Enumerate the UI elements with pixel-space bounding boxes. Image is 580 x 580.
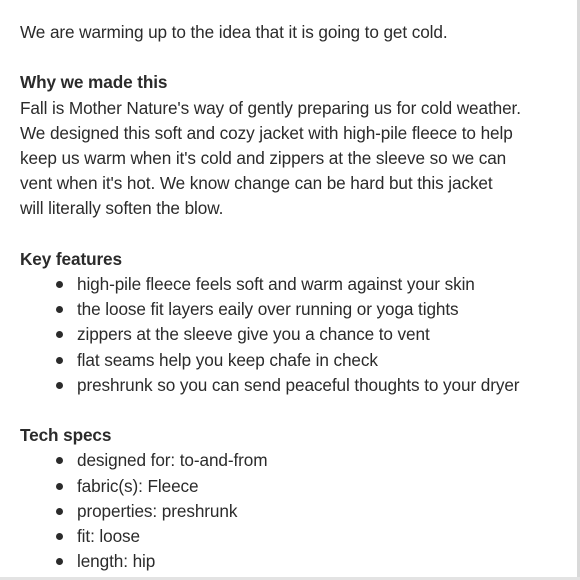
tech-specs-list	[20, 448, 565, 574]
bullet-icon	[56, 558, 63, 565]
list-item-text: flat seams help you keep chafe in check	[77, 349, 378, 370]
list-item	[20, 348, 565, 373]
bullet-icon	[56, 331, 63, 338]
bullet-icon	[56, 508, 63, 515]
key-features-list	[20, 272, 565, 398]
list-item	[20, 499, 565, 524]
bullet-icon	[56, 281, 63, 288]
list-item-text: preshrunk so you can send peaceful thoughts to your dryer	[77, 374, 520, 395]
why-line: Fall is Mother Nature's way of gently preparing us for cold weather.	[20, 97, 521, 118]
tech-specs-heading: Tech specs	[20, 425, 112, 446]
intro-text: We are warming up to the idea that it is going to get cold.	[20, 22, 448, 42]
list-item	[20, 448, 565, 473]
key-features-heading: Key features	[20, 248, 122, 269]
bullet-icon	[56, 306, 63, 313]
list-item-text: zippers at the sleeve give you a chance to vent	[77, 324, 430, 345]
product-description	[20, 20, 565, 574]
list-item	[20, 373, 565, 398]
list-item	[20, 524, 565, 549]
list-item-text: designed for: to-and-from	[77, 450, 268, 471]
list-item-text: fit: loose	[77, 526, 141, 547]
bullet-icon	[56, 533, 63, 540]
why-line: keep us warm when it's cold and zippers at the sleeve so we can	[20, 148, 507, 168]
list-item-text: high-pile fleece feels soft and warm against your skin	[77, 274, 475, 294]
list-item	[20, 474, 565, 499]
bullet-icon	[56, 457, 63, 464]
list-item-text: fabric(s): Fleece	[77, 475, 199, 496]
bullet-icon	[56, 382, 63, 389]
list-item	[20, 549, 565, 574]
why-line: will literally soften the blow.	[20, 198, 224, 219]
bullet-icon	[56, 357, 63, 364]
list-item-text: length: hip	[77, 551, 156, 572]
why-line: vent when it's hot. We know change can be hard but this jacket	[20, 173, 493, 194]
spacer	[20, 398, 565, 423]
list-item	[20, 322, 565, 347]
list-item	[20, 272, 565, 297]
why-heading: Why we made this	[20, 72, 168, 93]
list-item-text: properties: preshrunk	[77, 500, 238, 521]
list-item	[20, 297, 565, 322]
list-item-text: the loose fit layers eaily over running or yoga tights	[77, 299, 459, 320]
why-line: We designed this soft and cozy jacket with high-pile fleece to help	[20, 122, 513, 143]
bullet-icon	[56, 483, 63, 490]
spacer	[20, 45, 565, 70]
spacer	[20, 222, 565, 247]
